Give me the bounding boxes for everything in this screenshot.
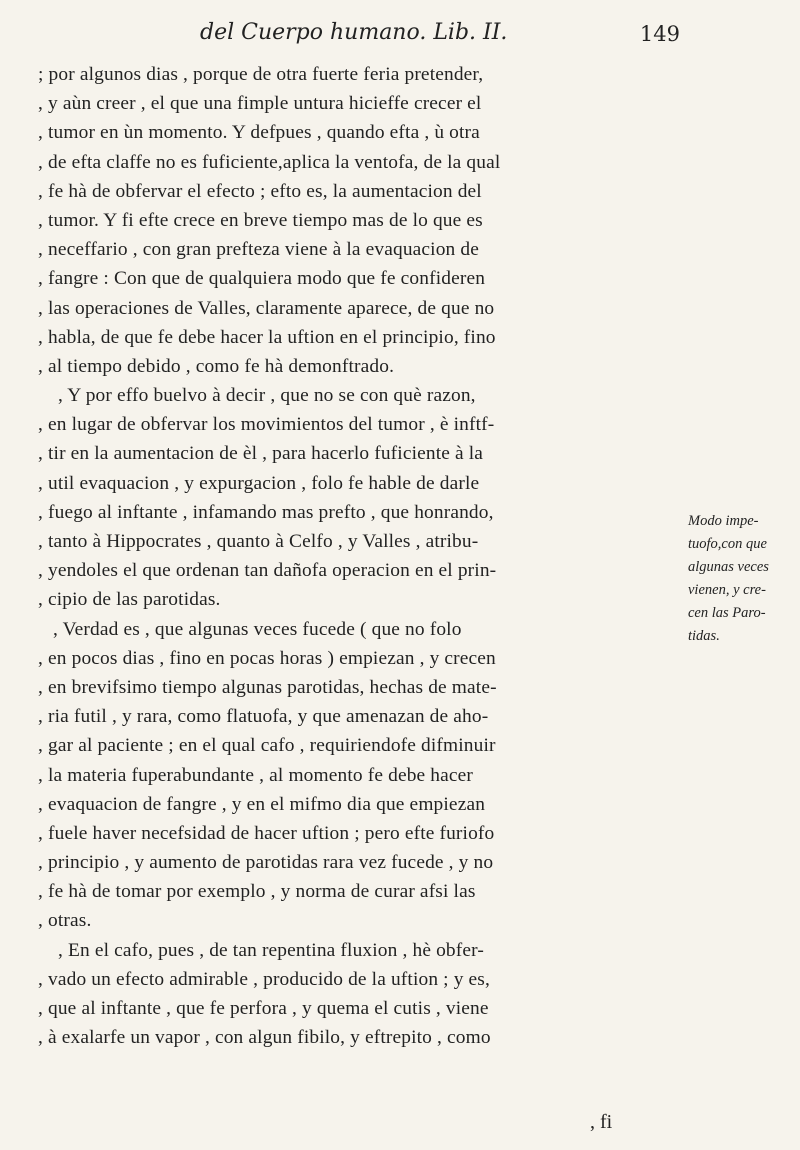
text-line: , evaquacion de fangre , y en el mifmo dia que empiezan xyxy=(38,793,486,815)
text-line: , fe hà de obfervar el efecto ; efto es, la aumentacion del xyxy=(38,180,482,202)
text-line: , neceffario , con gran prefteza viene à la evaquacion de xyxy=(38,239,480,261)
margin-note-line: algunas veces xyxy=(688,559,769,575)
text-line: , util evaquacion , y expurgacion , folo fe hable de darle xyxy=(38,472,480,494)
marginal-note xyxy=(688,510,798,648)
text-line: , vado un efecto admirable , producido de la uftion ; y es, xyxy=(38,968,491,990)
margin-note-line: tidas. xyxy=(688,628,720,644)
text-line: , tumor. Y fi efte crece en breve tiempo mas de lo que es xyxy=(38,209,483,231)
text-line: , en pocos dias , fino en pocas horas ) empiezan , y crecen xyxy=(38,647,496,669)
catchword: , fi xyxy=(590,1111,613,1133)
text-line: , fe hà de tomar por exemplo , y norma de curar afsi las xyxy=(38,881,476,903)
text-line: , en lugar de obfervar los movimientos del tumor , è inftf- xyxy=(38,414,495,436)
text-line: , en brevifsimo tiempo algunas parotidas, hechas de mate- xyxy=(38,676,497,698)
text-line: , En el cafo, pues , de tan repentina fluxion , hè obfer- xyxy=(38,939,484,961)
text-line: , que al inftante , que fe perfora , y quema el cutis , viene xyxy=(38,998,489,1019)
text-line: , cipio de las parotidas. xyxy=(38,589,221,611)
text-line: , fuele haver necefsidad de hacer uftion ; pero efte furiofo xyxy=(38,822,495,844)
margin-note-line: vienen, y cre- xyxy=(688,582,766,598)
text-line: , tumor en ùn momento. Y defpues , quando efta , ù otra xyxy=(38,122,480,144)
text-line: ; por algunos dias , porque de otra fuerte feria pretender, xyxy=(38,64,484,85)
text-line: , y aùn creer , el que una fimple untura hicieffe crecer el xyxy=(38,93,482,115)
running-title: del Cuerpo humano. Lib. II. xyxy=(200,20,508,45)
text-line: , habla, de que fe debe hacer la uftion en el principio, fino xyxy=(38,326,496,348)
text-line: , Verdad es , que algunas veces fucede ( que no folo xyxy=(38,618,462,640)
text-line: , la materia fuperabundante , al momento fe debe hacer xyxy=(38,764,474,786)
running-header xyxy=(200,20,680,45)
text-line: , fangre : Con que de qualquiera modo que fe confideren xyxy=(38,268,486,290)
text-line: , fuego al inftante , infamando mas prefto , que honrando, xyxy=(38,501,494,523)
text-line: , à exalarfe un vapor , con algun fibilo, y eftrepito , como xyxy=(38,1027,491,1049)
body-text xyxy=(38,60,678,1052)
margin-note-line: tuofo,con que xyxy=(688,536,767,552)
margin-note-line: cen las Paro- xyxy=(688,605,766,621)
text-line: , las operaciones de Valles, claramente aparece, de que no xyxy=(38,297,495,319)
text-line: , yendoles el que ordenan tan dañofa operacion en el prin- xyxy=(38,560,497,582)
text-line: , principio , y aumento de parotidas rara vez fucede , y no xyxy=(38,852,494,874)
text-line: , al tiempo debido , como fe hà demonftrado. xyxy=(38,355,395,377)
margin-note-line: Modo impe- xyxy=(688,513,759,529)
text-line: , tanto à Hippocrates , quanto à Celfo , y Valles , atribu- xyxy=(38,531,479,552)
text-line: , tir en la aumentacion de èl , para hacerlo fuficiente à la xyxy=(38,443,484,465)
page-number: 149 xyxy=(639,22,680,46)
text-line: , otras. xyxy=(38,910,92,932)
text-line: , ria futil , y rara, como flatuofa, y que amenazan de aho- xyxy=(38,706,489,728)
text-line: , gar al paciente ; en el qual cafo , requiriendofe difminuir xyxy=(38,735,496,757)
text-line: , de efta claffe no es fuficiente,aplica la ventofa, de la qual xyxy=(38,151,501,173)
text-line: , Y por effo buelvo à decir , que no se con què razon, xyxy=(38,385,476,407)
